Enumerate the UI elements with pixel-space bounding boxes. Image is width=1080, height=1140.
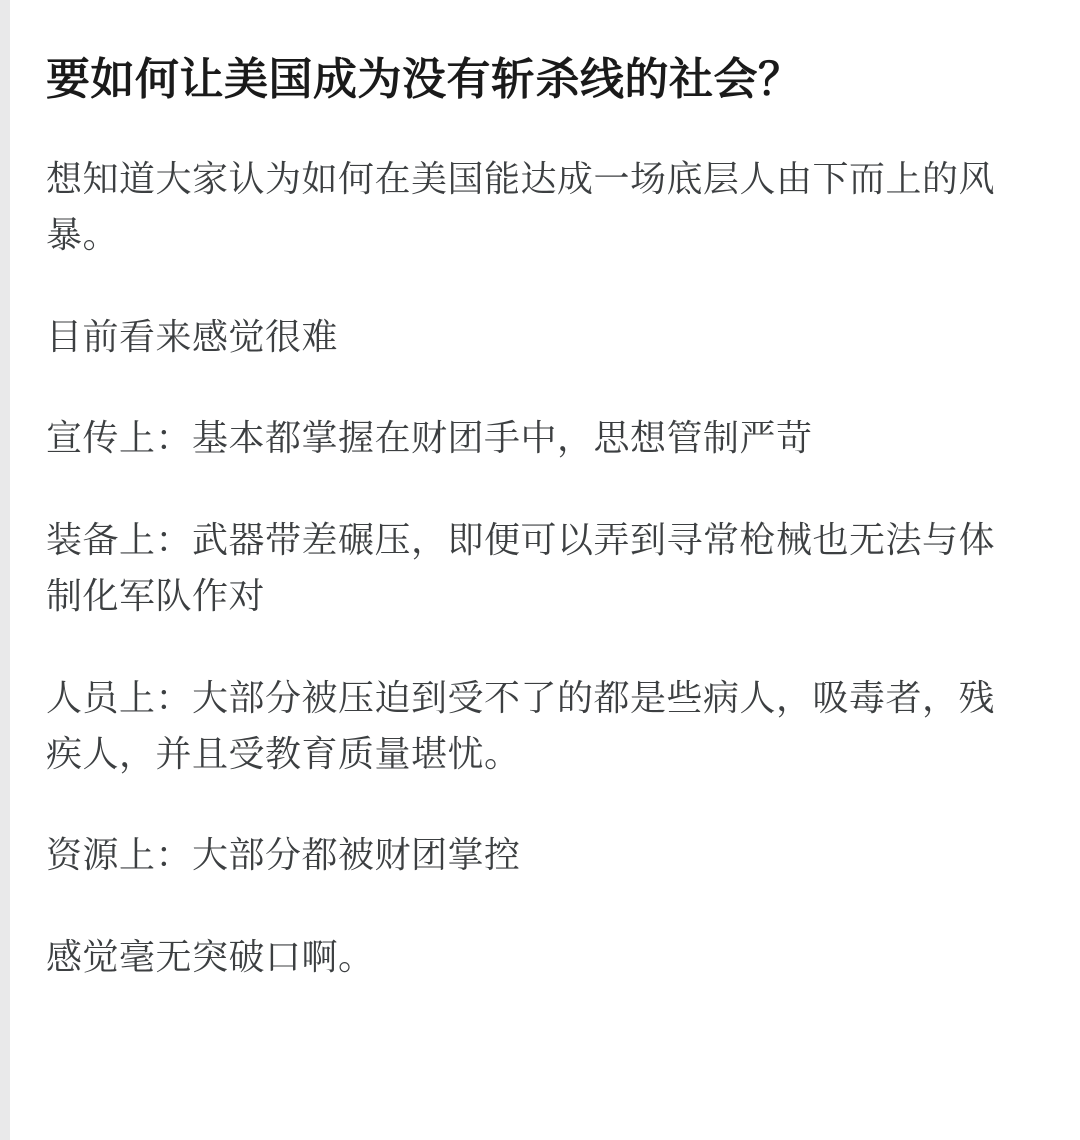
post-paragraph: 人员上：大部分被压迫到受不了的都是些病人，吸毒者，残疾人，并且受教育质量堪忧。 (46, 676, 996, 774)
post-paragraph: 感觉毫无突破口啊。 (46, 936, 375, 978)
page-title: 要如何让美国成为没有斩杀线的社会？ (46, 55, 803, 104)
post-paragraph: 目前看来感觉很难 (46, 315, 339, 357)
post-body (46, 151, 1006, 985)
post-paragraph: 装备上：武器带差碾压，即便可以弄到寻常枪械也无法与体制化军队作对 (46, 519, 996, 616)
post-paragraph: 资源上：大部分都被财团掌控 (46, 834, 521, 876)
post-paragraph: 想知道大家认为如何在美国能达成一场底层人由下而上的风暴。 (46, 158, 996, 255)
left-edge-divider (0, 0, 10, 1140)
post-paragraph: 宣传上：基本都掌握在财团手中，思想管制严苛 (46, 417, 813, 459)
post-content (46, 0, 1006, 985)
